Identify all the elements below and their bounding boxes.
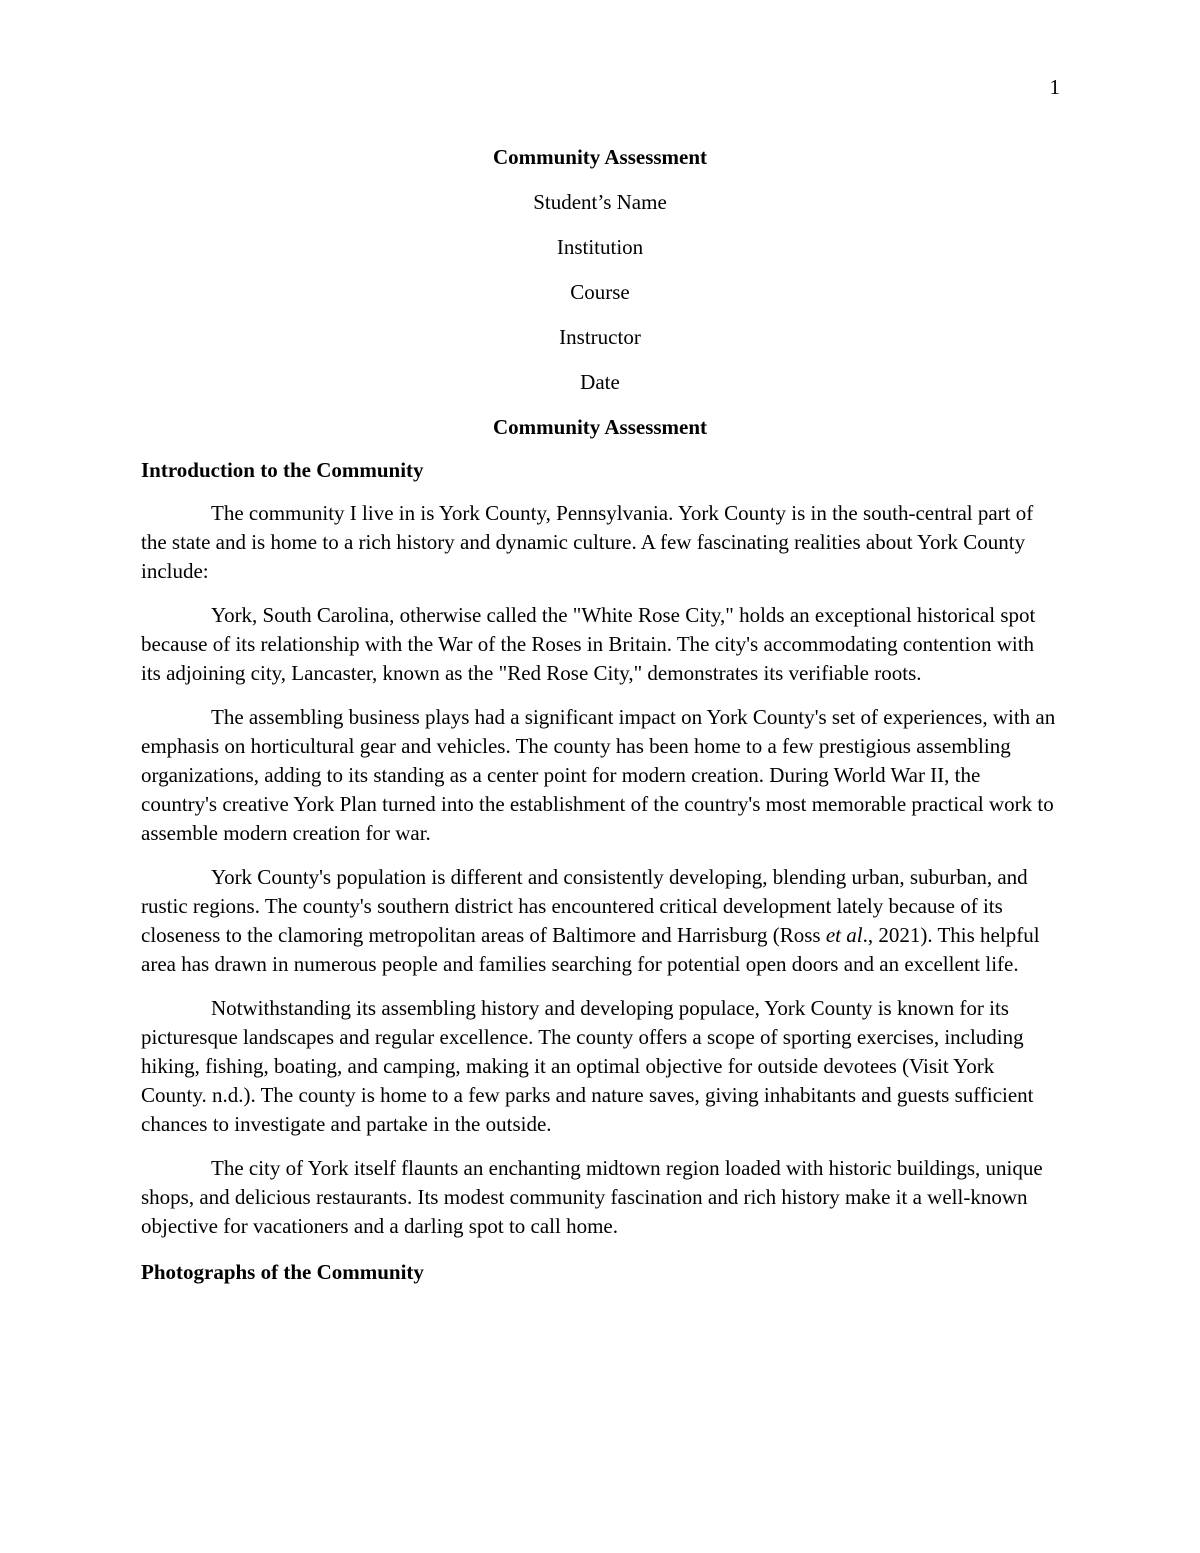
title-block xyxy=(141,141,1059,456)
paragraph-3: The assembling business plays had a significant impact on York County's set of experiences, with an emphasis on horticultural gear and vehicles. The county has been home to a few prestigious assembling organizations, adding to its standing as a center point for modern creation. During World War II, the country's creative York Plan turned into the establishment of the country's most memorable practical work to assemble modern creation for war. xyxy=(141,705,1056,845)
page-number: 1 xyxy=(1049,75,1060,99)
paragraph-5: Notwithstanding its assembling history and developing populace, York County is known for its picturesque landscapes and regular excellence. The county offers a scope of sporting exercises, including hiking, fishing, boating, and camping, making it an optimal objective for outside devotees (Visit York County. n.d.). The county is home to a few parks and nature saves, giving inhabitants and guests sufficient chances to investigate and partake in the outside. xyxy=(141,996,1034,1136)
section-heading-photographs: Photographs of the Community xyxy=(141,1260,424,1284)
course: Course xyxy=(570,280,630,304)
instructor: Instructor xyxy=(559,325,641,349)
student-name: Student’s Name xyxy=(533,190,667,214)
paragraph-2: York, South Carolina, otherwise called the "White Rose City," holds an exceptional historical spot because of its relationship with the War of the Roses in Britain. The city's accommodating contention with its adjoining city, Lancaster, known as the "Red Rose City," demonstrates its verifiable roots. xyxy=(141,603,1036,685)
document-body xyxy=(141,454,1059,1301)
date: Date xyxy=(580,370,620,394)
section-heading-introduction: Introduction to the Community xyxy=(141,458,424,482)
paper-title-repeat: Community Assessment xyxy=(492,415,708,439)
citation-et-al: et al xyxy=(825,923,863,947)
paragraph-4-text-b: ., 2021). This helpful area has drawn in numerous people and families searching for potential open doors and an excellent life. xyxy=(141,923,1040,976)
institution: Institution xyxy=(556,235,644,259)
paragraph-1: The community I live in is York County, Pennsylvania. York County is in the south-central part of the state and is home to a rich history and dynamic culture. A few fascinating realities about York County include: xyxy=(141,501,1034,583)
paragraph-6: The city of York itself flaunts an enchanting midtown region loaded with historic buildings, unique shops, and delicious restaurants. Its modest community fascination and rich history make it a well-known objective for vacationers and a darling spot to call home. xyxy=(141,1156,1043,1238)
paragraph-4-text-a: York County's population is different and consistently developing, blending urban, suburban, and rustic regions. The county's southern district has encountered critical development lately because of its closeness to the clamoring metropolitan areas of Baltimore and Harrisburg (Ross xyxy=(141,865,1028,947)
paragraph-4 xyxy=(141,863,1059,979)
paper-title: Community Assessment xyxy=(492,145,708,169)
